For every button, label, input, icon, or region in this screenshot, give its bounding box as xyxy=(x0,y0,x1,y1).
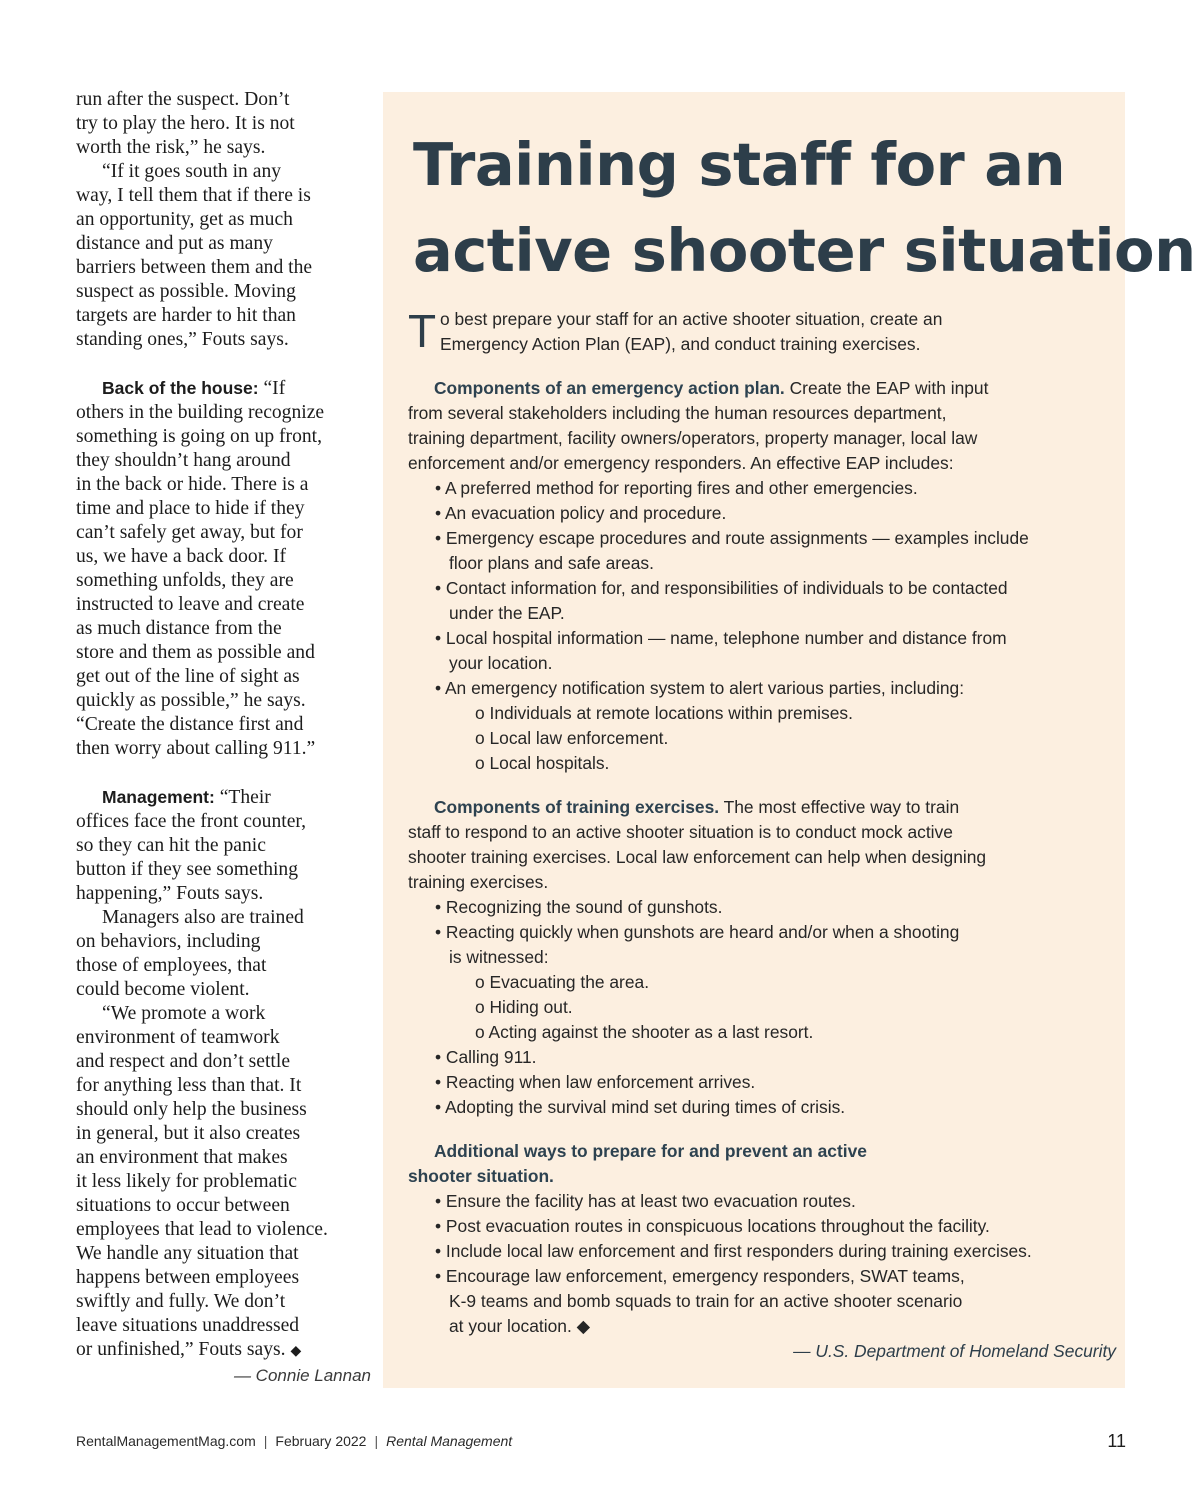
body-line: employees that lead to violence. xyxy=(76,1219,328,1240)
additional-heading: shooter situation. xyxy=(408,1166,554,1186)
list-item: • Emergency escape procedures and route assignments — examples include xyxy=(435,528,1029,548)
list-item: • Adopting the survival mind set during times of crisis. xyxy=(435,1097,846,1117)
body-line: quickly as possible,” he says. xyxy=(76,690,306,711)
body-line: environment of teamwork xyxy=(76,1027,280,1048)
body-line: then worry about calling 911.” xyxy=(76,738,316,759)
body-line: others in the building recognize xyxy=(76,402,325,423)
body-line: happening,” Fouts says. xyxy=(76,883,264,904)
body-line: an opportunity, get as much xyxy=(76,209,293,230)
body-line: situations to occur between xyxy=(76,1195,290,1216)
body-line: those of employees, that xyxy=(76,955,267,976)
body-line: and respect and don’t settle xyxy=(76,1051,291,1072)
source-attribution: — U.S. Department of Homeland Security xyxy=(793,1341,1116,1361)
body-line: barriers between them and the xyxy=(76,257,313,278)
page-number: 11 xyxy=(1107,1431,1126,1451)
body-line: Create the EAP with input xyxy=(784,378,989,398)
list-item: • Post evacuation routes in conspicuous locations throughout the facility. xyxy=(435,1216,990,1236)
body-line: something unfolds, they are xyxy=(76,570,294,591)
eap-paragraph-start xyxy=(408,376,1108,401)
body-line: way, I tell them that if there is xyxy=(76,185,311,206)
sub-list-item: o Individuals at remote locations within premises. xyxy=(475,703,853,723)
sidebar-box xyxy=(383,92,1196,1388)
body-line: We handle any situation that xyxy=(76,1243,299,1264)
list-item-continued: is witnessed: xyxy=(449,947,549,967)
body-line: “If xyxy=(263,378,286,399)
list-item: • Encourage law enforcement, emergency responders, SWAT teams, xyxy=(435,1266,965,1286)
body-line: in the back or hide. There is a xyxy=(76,474,309,495)
body-line: store and them as possible and xyxy=(76,642,315,663)
eap-heading: Components of an emergency action plan. xyxy=(434,378,785,398)
body-line: targets are harder to hit than xyxy=(76,305,296,326)
list-item: • Recognizing the sound of gunshots. xyxy=(435,897,723,917)
body-line-final xyxy=(76,1338,368,1364)
additional-heading: Additional ways to prepare for and prevent an active xyxy=(434,1141,867,1161)
body-line: try to play the hero. It is not xyxy=(76,113,295,134)
training-heading: Components of training exercises. xyxy=(434,797,720,817)
body-line: Managers also are trained xyxy=(102,907,304,928)
list-item-continued: floor plans and safe areas. xyxy=(449,553,654,573)
body-line: worth the risk,” he says. xyxy=(76,137,266,158)
sub-list-item: o Acting against the shooter as a last resort. xyxy=(475,1022,814,1042)
body-line: leave situations unaddressed xyxy=(76,1315,300,1336)
body-line: from several stakeholders including the human resources department, xyxy=(408,403,947,423)
body-line: “Create the distance first and xyxy=(76,714,304,735)
list-item: • Contact information for, and responsibilities of individuals to be contacted xyxy=(435,578,1008,598)
drop-cap: T xyxy=(408,305,437,357)
body-line: swiftly and fully. We don’t xyxy=(76,1291,286,1312)
body-line: should only help the business xyxy=(76,1099,307,1120)
sub-list-item: o Hiding out. xyxy=(475,997,573,1017)
intro-paragraph xyxy=(408,307,1108,357)
list-item: • An emergency notification system to alert various parties, including: xyxy=(435,678,965,698)
body-line: button if they see something xyxy=(76,859,299,880)
body-line: training department, facility owners/operators, property manager, local law xyxy=(408,428,978,448)
body-line: time and place to hide if they xyxy=(76,498,305,519)
body-line: “We promote a work xyxy=(102,1003,266,1024)
diamond-end-mark-icon: ◆ xyxy=(576,1316,590,1336)
footer-date: February 2022 xyxy=(275,1433,367,1449)
page-footer xyxy=(76,1433,1126,1453)
body-line: happens between employees xyxy=(76,1267,300,1288)
management-paragraph-start xyxy=(76,785,368,810)
list-item: • A preferred method for reporting fires and other emergencies. xyxy=(435,478,918,498)
body-line: “Their xyxy=(219,787,271,808)
footer-magazine: Rental Management xyxy=(386,1433,513,1449)
diamond-end-mark-icon: ◆ xyxy=(290,1344,302,1359)
body-line: on behaviors, including xyxy=(76,931,261,952)
list-item: • Reacting quickly when gunshots are heard and/or when a shooting xyxy=(435,922,960,942)
sub-list-item: o Local hospitals. xyxy=(475,753,610,773)
footer-separator: | xyxy=(374,1433,379,1449)
body-line: suspect as possible. Moving xyxy=(76,281,296,302)
list-item-continued: under the EAP. xyxy=(449,603,565,623)
list-item: • Local hospital information — name, telephone number and distance from xyxy=(435,628,1007,648)
back-of-house-paragraph-start xyxy=(76,376,368,401)
training-paragraph-start xyxy=(408,795,1108,820)
intro-line: o best prepare your staff for an active shooter situation, create an xyxy=(440,309,943,329)
body-line: staff to respond to an active shooter situation is to conduct mock active xyxy=(408,822,953,842)
body-line: they shouldn’t hang around xyxy=(76,450,291,471)
sidebar-body xyxy=(408,305,1116,1364)
list-item-continued-final xyxy=(408,1314,1108,1339)
body-line: distance and put as many xyxy=(76,233,273,254)
title-line: active shooter situation xyxy=(413,216,1196,285)
byline: — Connie Lannan xyxy=(233,1366,371,1385)
list-item: • Include local law enforcement and first responders during training exercises. xyxy=(435,1241,1032,1261)
sub-list-item: o Local law enforcement. xyxy=(475,728,669,748)
body-line: standing ones,” Fouts says. xyxy=(76,329,289,350)
body-line: offices face the front counter, xyxy=(76,811,307,832)
body-line: run after the suspect. Don’t xyxy=(76,89,290,110)
list-item-continued: your location. xyxy=(449,653,553,673)
body-line: get out of the line of sight as xyxy=(76,666,300,687)
management-heading: Management: xyxy=(102,787,215,807)
body-line: it less likely for problematic xyxy=(76,1171,297,1192)
list-item-continued: K-9 teams and bomb squads to train for an active shooter scenario xyxy=(449,1291,963,1311)
body-line: an environment that makes xyxy=(76,1147,288,1168)
body-line: something is going on up front, xyxy=(76,426,323,447)
intro-line: Emergency Action Plan (EAP), and conduct training exercises. xyxy=(440,334,921,354)
sub-list-item: o Evacuating the area. xyxy=(475,972,650,992)
body-line: training exercises. xyxy=(408,872,549,892)
body-line: as much distance from the xyxy=(76,618,282,639)
left-column-article xyxy=(76,88,371,1388)
body-line: The most effective way to train xyxy=(719,797,960,817)
body-line: us, we have a back door. If xyxy=(76,546,287,567)
body-line: for anything less than that. It xyxy=(76,1075,302,1096)
footer-separator: | xyxy=(263,1433,268,1449)
back-of-house-heading: Back of the house: xyxy=(102,378,259,398)
body-line: can’t safely get away, but for xyxy=(76,522,303,543)
list-item: • Reacting when law enforcement arrives. xyxy=(435,1072,756,1092)
body-line: in general, but it also creates xyxy=(76,1123,301,1144)
list-item: • Ensure the facility has at least two evacuation routes. xyxy=(435,1191,856,1211)
list-item: • An evacuation policy and procedure. xyxy=(435,503,727,523)
body-line-text: or unfinished,” Fouts says. xyxy=(76,1339,286,1360)
body-line: “If it goes south in any xyxy=(102,161,282,182)
body-line: instructed to leave and create xyxy=(76,594,305,615)
list-item-text: at your location. xyxy=(449,1316,572,1336)
body-line: so they can hit the panic xyxy=(76,835,266,856)
sidebar-title xyxy=(413,122,1196,294)
footer-website: RentalManagementMag.com xyxy=(76,1433,256,1449)
title-line: Training staff for an xyxy=(413,130,1066,199)
body-line: shooter training exercises. Local law enforcement can help when designing xyxy=(408,847,987,867)
list-item: • Calling 911. xyxy=(435,1047,537,1067)
body-line: could become violent. xyxy=(76,979,250,1000)
body-line: enforcement and/or emergency responders. An effective EAP includes: xyxy=(408,453,954,473)
